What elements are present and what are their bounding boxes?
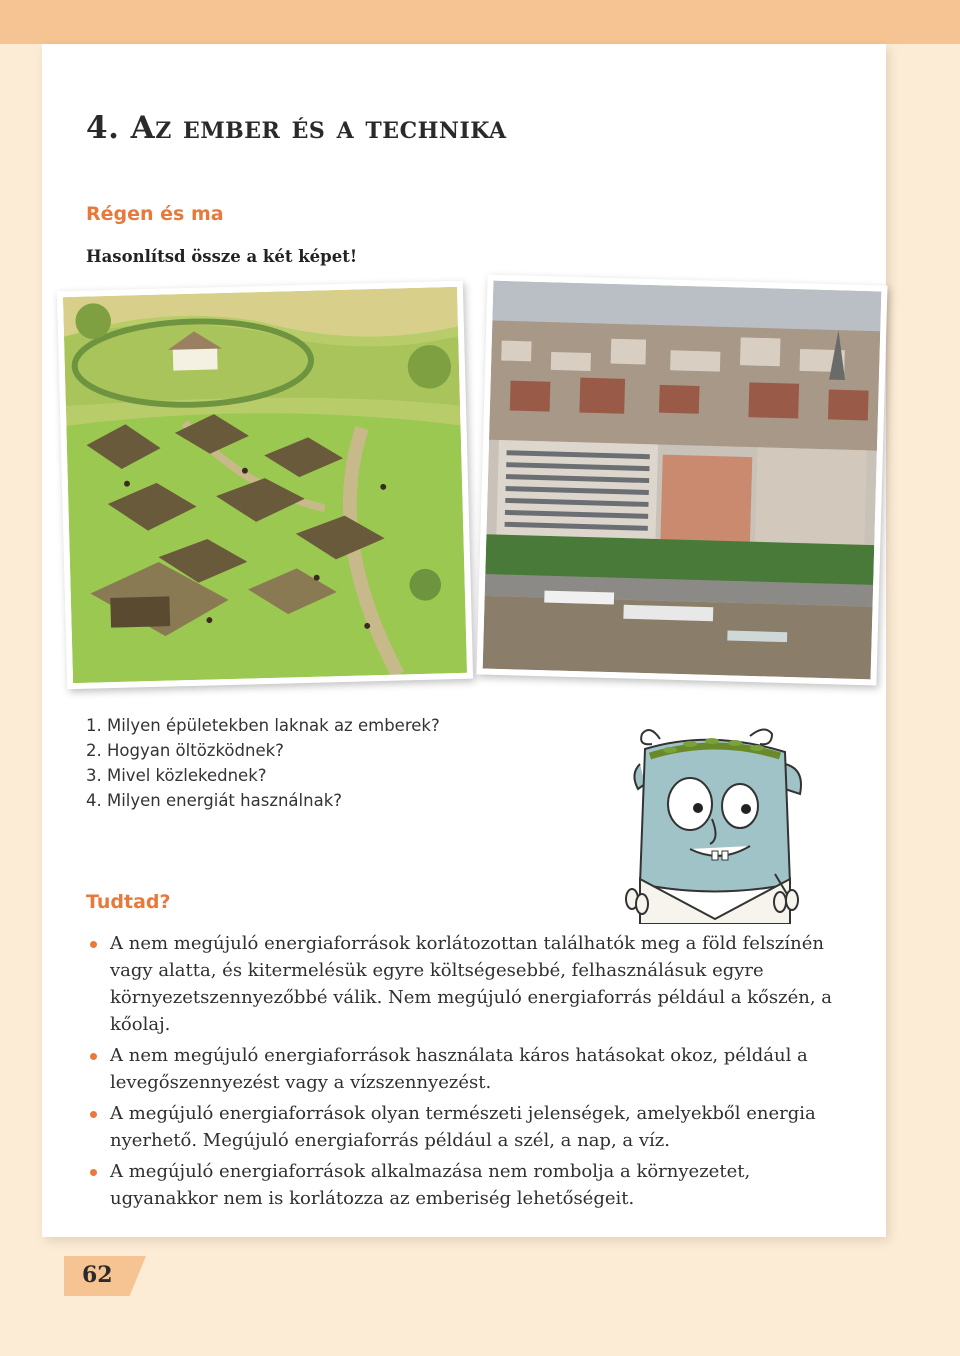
fact-text: A nem megújuló energiaforrások használata káros hatásokat okoz, például a levegőszennyezést vagy a vízszennyezést.	[110, 1045, 808, 1093]
top-color-band	[0, 0, 960, 44]
fact-item	[90, 930, 850, 1038]
bullet-icon	[90, 1111, 97, 1118]
bullet-icon	[90, 941, 97, 948]
mascot-character	[600, 724, 835, 924]
fact-item	[90, 1158, 850, 1212]
section-heading-tudtad: Tudtad?	[86, 891, 171, 913]
question-item: 1. Milyen épületekben laknak az emberek?	[86, 716, 440, 735]
bullet-icon	[90, 1169, 97, 1176]
medieval-village-image	[57, 281, 473, 689]
fact-text: A nem megújuló energiaforrások korlátozottan találhatók meg a föld felszínén vagy alatta, és kitermelésük egyre költségesebbé, felhasználásuk egyre környezetszennyezőbbé válik. Nem megújuló energiaforrás például a kőszén, a kőolaj.	[110, 933, 833, 1035]
fact-list	[90, 930, 850, 1216]
question-item: 3. Mivel közlekednek?	[86, 766, 267, 785]
fact-text: A megújuló energiaforrások olyan természeti jelenségek, amelyekből energia nyerhető. Megújuló energiaforrás például a szél, a nap, a víz.	[110, 1103, 816, 1151]
modern-city-image	[476, 274, 887, 685]
bullet-icon	[90, 1053, 97, 1060]
question-item: 2. Hogyan öltözködnek?	[86, 741, 284, 760]
question-item: 4. Milyen energiát használnak?	[86, 791, 343, 810]
chapter-title: 4. Az ember és a technika	[86, 110, 507, 146]
instruction-text: Hasonlítsd össze a két képet!	[86, 247, 358, 266]
fact-item	[90, 1100, 850, 1154]
question-list	[86, 713, 440, 813]
fact-text: A megújuló energiaforrások alkalmazása nem rombolja a környezetet, ugyanakkor nem is korlátozza az emberiség lehetőségeit.	[110, 1161, 751, 1209]
fact-item	[90, 1042, 850, 1096]
page-number: 62	[82, 1262, 113, 1288]
section-heading-regen-es-ma: Régen és ma	[86, 203, 224, 225]
